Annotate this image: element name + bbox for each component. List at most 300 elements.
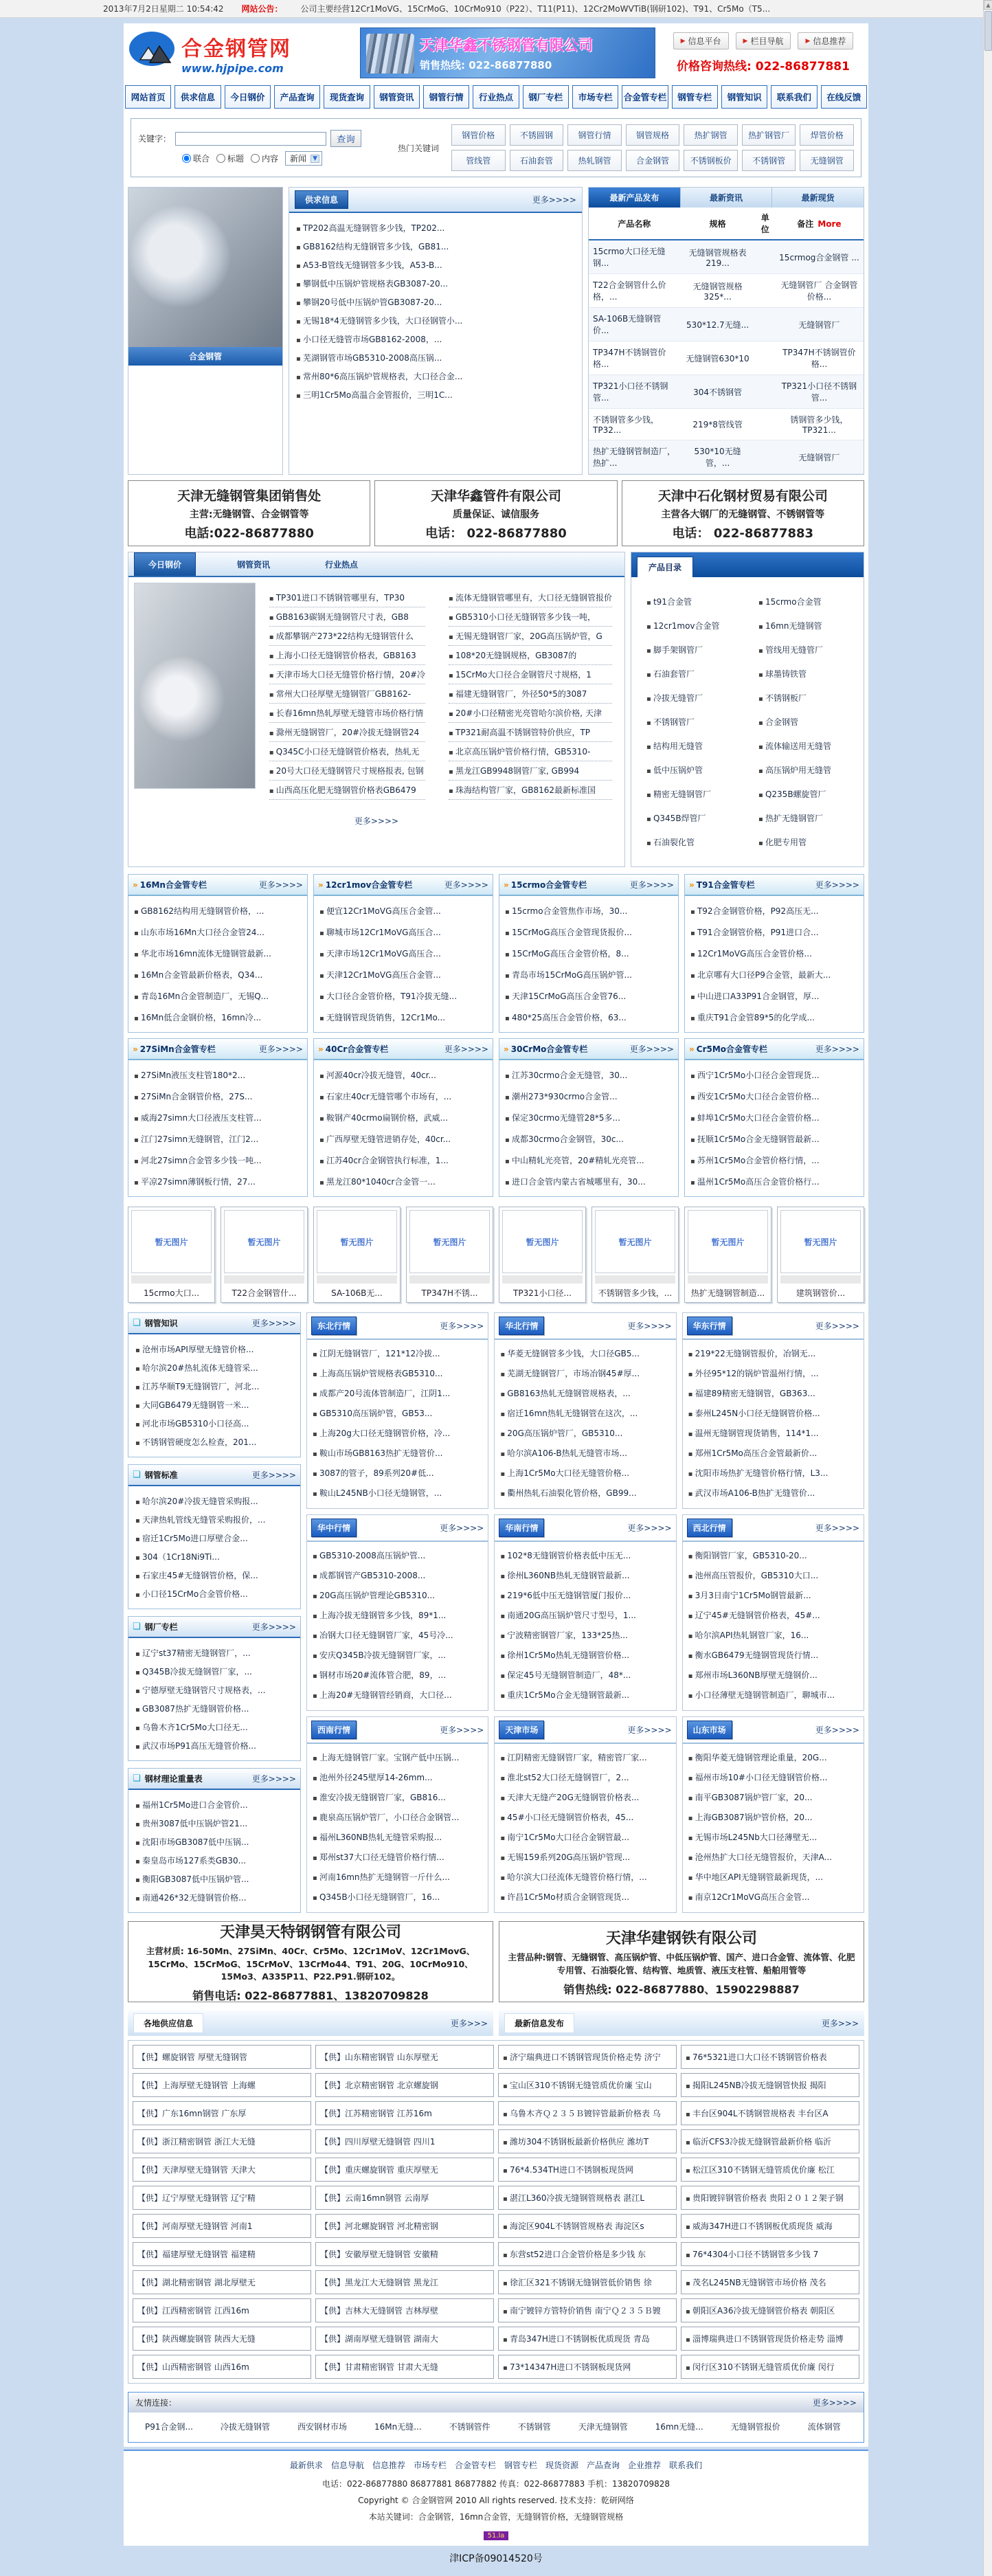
info-item[interactable]: ▪ 淄博瑞典进口不锈钢管现货价格走势 淄博 [681, 2327, 859, 2351]
catalog-item[interactable]: ▪ 精密无缝钢管厂 [642, 782, 741, 806]
list-item[interactable]: ▪ 天津市场12Cr1MoVG高压合... [319, 943, 487, 964]
list-item[interactable]: ▪ 郑州st37大口径无缝管价格行情... [313, 1847, 482, 1867]
quick-button[interactable]: ▶ 栏目导航 [736, 32, 791, 49]
supply-demand-tab[interactable]: 供求信息 [295, 190, 348, 209]
list-item[interactable]: ▪ 20号大口径无缝钢管尺寸规格报表, 包钢 [269, 761, 425, 781]
more-link[interactable]: 更多>>>> [251, 1319, 296, 1328]
pipe-photo[interactable] [134, 583, 256, 789]
list-item[interactable]: ▪ 徐州1Cr5Mo热轧无缝钢管价格... [500, 1645, 670, 1665]
region-tab[interactable]: 天津市场 [499, 1721, 544, 1739]
footer-nav-link[interactable]: 最新供求 [289, 2461, 323, 2470]
supply-item[interactable]: 【供】江苏精密钢管 江苏16m [315, 2101, 494, 2125]
info-item[interactable]: ▪ 闵行区310不锈钢无缝管质优价廉 闵行 [681, 2355, 859, 2379]
list-item[interactable]: ▪ 上海20#无缝钢管经销商，大口径... [313, 1685, 482, 1705]
list-item[interactable]: ▪ 贵州3087低中压锅炉管21... [135, 1814, 293, 1833]
header-ad-banner[interactable] [360, 27, 655, 78]
region-tab[interactable]: 华东行情 [687, 1317, 732, 1335]
list-item[interactable]: ▪ 南京12Cr1MoVG高压合金管... [688, 1887, 858, 1907]
list-item[interactable]: ▪ 南通426*32无缝钢管价格... [135, 1888, 293, 1907]
list-item[interactable]: ▪ TP321耐高温不锈钢管特价供应，TP [449, 723, 612, 742]
category-select[interactable]: 新闻 ▼ [285, 151, 322, 166]
info-item[interactable]: ▪ 73*14347H进口不锈钢板现货网 [498, 2355, 677, 2379]
list-item[interactable]: ▪ 进口合金管内蒙古省城哪里有，30... [505, 1171, 673, 1192]
search-input[interactable] [175, 132, 326, 146]
catalog-item[interactable]: ▪ 高压锅炉用无缝管 [754, 758, 853, 782]
list-item[interactable]: ▪ 大口径合金管价格，T91冷拔无缝... [319, 985, 487, 1007]
list-item[interactable]: ▪ 江苏华顺T9无缝钢管厂，河北... [135, 1377, 293, 1396]
list-item[interactable]: ▪ 抚顺1Cr5Mo合金无缝钢管最新... [690, 1128, 858, 1150]
info-item[interactable]: ▪ 东营st52进口合金管价格是多少钱 东 [498, 2242, 677, 2266]
list-item[interactable]: ▪ GB5310小口径无缝钢管多少钱一吨， [449, 607, 612, 627]
list-item[interactable]: ▪ 成都30crmo合金钢管，30c... [505, 1128, 673, 1150]
table-row[interactable]: 15crmo大口径无缝钢... 无缝钢管规格表219... 15crmog合金钢管 ... [589, 240, 864, 274]
list-item[interactable]: ▪ 石家庄40cr无缝管哪个市场有，... [319, 1086, 487, 1107]
supply-item[interactable]: 【供】江西精密钢管 江西16m [133, 2298, 311, 2322]
supply-item[interactable]: 【供】云南16mn钢管 云南厚 [315, 2186, 494, 2210]
radio-union-input[interactable] [182, 154, 191, 163]
hot-keyword[interactable]: 不锈钢板价 [684, 150, 738, 171]
list-item[interactable]: ▪ 15CrMoG高压合金管价格，8... [505, 943, 673, 964]
list-item[interactable]: ▪ 华中地区API无缝钢管最新现货，... [688, 1867, 858, 1887]
list-item[interactable]: ▪ 保定45号无缝钢管制造厂，48*... [500, 1665, 670, 1685]
list-item[interactable]: ▪ 苏州1Cr5Mo合金管价格行情，... [690, 1150, 858, 1171]
list-item[interactable]: ▪ 16Mn低合金钢价格，16mn冷... [134, 1007, 302, 1028]
hot-keyword[interactable]: 焊管价格 [800, 124, 854, 146]
more-link[interactable]: 更多>>> [450, 2019, 488, 2028]
footer-nav-link[interactable]: 合金管专栏 [454, 2461, 496, 2470]
list-item[interactable]: ▪ 108*20无缝钢规格，GB3087的 [449, 646, 612, 665]
list-item[interactable]: ▪ 辽宁45#无缝钢管价格表，45#... [688, 1605, 858, 1625]
catalog-item[interactable]: ▪ 石油套管厂 [642, 662, 741, 686]
list-item[interactable]: ▪ 15CrMoG高压合金管现货报价... [505, 921, 673, 943]
list-item[interactable]: ▪ 衡水GB6479无缝钢管现货行情... [688, 1645, 858, 1665]
list-item[interactable]: ▪ 沧州市场API厚壁无缝管价格... [135, 1340, 293, 1358]
supply-item[interactable]: 【供】河南厚壁无缝钢管 河南1 [133, 2214, 311, 2238]
gallery-card[interactable] [684, 1207, 771, 1303]
catalog-item[interactable]: ▪ 脚手架钢管厂 [642, 638, 741, 662]
list-item[interactable]: ▪ 小口径无缝管市场GB8162-2008，... [296, 330, 575, 348]
list-item[interactable]: ▪ 鹿泉高压锅炉管厂，小口径合金钢管... [313, 1807, 482, 1827]
list-item[interactable]: ▪ 青岛16Mn合金管制造厂，无锡Q... [134, 985, 302, 1007]
radio-title[interactable]: 标题 [216, 153, 244, 164]
list-item[interactable]: ▪ 秦皇岛市场127系类GB30... [135, 1851, 293, 1870]
supply-item[interactable]: 【供】北京精密钢管 北京螺旋钢 [315, 2073, 494, 2097]
region-tab[interactable]: 东北行情 [311, 1317, 357, 1335]
list-item[interactable]: ▪ 上海无缝钢管厂家。宝钢产低中压锅... [313, 1747, 482, 1767]
info-item[interactable]: ▪ 徐汇区321不锈钢无缝钢管低价销售 徐 [498, 2270, 677, 2294]
footer-nav-link[interactable]: 信息导航 [330, 2461, 364, 2470]
list-item[interactable]: ▪ 小口径15CrMo合金管价格... [135, 1584, 293, 1603]
list-item[interactable]: ▪ 江门27simn无缝钢管，江门2... [134, 1128, 302, 1150]
gallery-card[interactable] [221, 1207, 308, 1303]
list-item[interactable]: ▪ 重庆1Cr5Mo合金无缝钢管最新... [500, 1685, 670, 1705]
list-item[interactable]: ▪ T91合金钢管价格，P91进口合... [690, 921, 858, 943]
list-item[interactable]: ▪ 温州无缝钢管现货销售，114*1... [688, 1423, 858, 1443]
friend-link[interactable]: 16Mn无缝... [374, 2422, 422, 2432]
nav-item[interactable]: 供求信息 [174, 85, 221, 109]
supply-item[interactable]: 【供】安徽厚壁无缝钢管 安徽精 [315, 2242, 494, 2266]
gallery-card[interactable] [777, 1207, 864, 1303]
ad-banner[interactable]: 天津中石化钢材贸易有限公司 主营各大钢厂的无缝钢管、不锈钢管等 电话： 022-86877883 [622, 480, 864, 546]
list-item[interactable]: ▪ 三明1Cr5Mo高温合金管报价，三明1C... [296, 385, 575, 404]
supply-item[interactable]: 【供】黑龙江大无缝钢管 黑龙江 [315, 2270, 494, 2294]
list-item[interactable]: ▪ 哈尔滨API热轧钢管厂家，16... [688, 1625, 858, 1645]
list-item[interactable]: ▪ 219*6低中压无缝钢管厦门报价... [500, 1585, 670, 1605]
ad-banner[interactable]: 天津华建钢铁有限公司 主营品种:钢管、无缝钢管、高压锅炉管、中低压锅炉管、国产、进口合金管、流体管、化肥专用管、石油裂化管、结构管、地质管、液压支柱管、船舶用管等 销售热线: 022-86877880、15902298887 [499, 1921, 864, 2002]
info-item[interactable]: ▪ 海淀区904L不锈钢管规格表 海淀区s [498, 2214, 677, 2238]
friend-link[interactable]: 流体钢管 [807, 2422, 841, 2432]
list-item[interactable]: ▪ 沈阳市场GB3087低中压锅... [135, 1833, 293, 1851]
more-link[interactable]: 更多>>>> [258, 880, 303, 890]
list-item[interactable]: ▪ 山东市场16Mn大口径合金管24... [134, 921, 302, 943]
nav-item[interactable]: 钢管专栏 [672, 85, 718, 109]
list-item[interactable]: ▪ 3087的管子，89系列20#低... [313, 1463, 482, 1483]
list-item[interactable]: ▪ 蚌埠1Cr5Mo大口径合金管价格... [690, 1107, 858, 1128]
catalog-item[interactable]: ▪ 12cr1mov合金管 [642, 614, 741, 638]
list-item[interactable]: ▪ 河源40cr冷拔无缝管，40cr... [319, 1064, 487, 1086]
catalog-item[interactable]: ▪ 化肥专用管 [754, 830, 853, 854]
hot-keyword[interactable]: 钢管规格 [626, 124, 680, 146]
gallery-card[interactable] [313, 1207, 401, 1303]
supply-item[interactable]: 【供】湖北精密钢管 湖北厚壁无 [133, 2270, 311, 2294]
list-item[interactable]: ▪ 衡阳GB3087低中压锅炉管... [135, 1870, 293, 1888]
catalog-item[interactable]: ▪ Q235B螺旋管厂 [754, 782, 853, 806]
catalog-item[interactable]: ▪ Q345B焊管厂 [642, 806, 741, 830]
list-item[interactable]: ▪ 重庆T91合金管89*5的化学成... [690, 1007, 858, 1028]
supply-item[interactable]: 【供】河北螺旋钢管 河北精密钢 [315, 2214, 494, 2238]
list-item[interactable]: ▪ 武汉市场A106-B热扩无缝管价... [688, 1483, 858, 1503]
catalog-item[interactable]: ▪ 低中压锅炉管 [642, 758, 741, 782]
list-item[interactable]: ▪ 徐州L360NB热轧无缝钢管最新... [500, 1565, 670, 1585]
browser-scrollbar[interactable] [983, 0, 992, 2576]
list-item[interactable]: ▪ 成都钢管产GB5310-2008... [313, 1565, 482, 1585]
list-item[interactable]: ▪ 45#小口径无缝钢管价格表，45... [500, 1807, 670, 1827]
list-item[interactable]: ▪ 20G高压锅炉管理论GB5310... [313, 1585, 482, 1605]
supply-item[interactable]: 【供】山东精密钢管 山东厚壁无 [315, 2045, 494, 2069]
nav-item[interactable]: 市场专栏 [572, 85, 618, 109]
stats-badge[interactable]: 51.la [484, 2531, 509, 2540]
nav-item[interactable]: 产品查询 [274, 85, 320, 109]
more-link[interactable]: 更多>>>> [440, 1725, 484, 1735]
hot-keyword[interactable]: 管线管 [451, 150, 506, 171]
list-item[interactable]: ▪ 上海冷拔无缝钢管多少钱，89*1... [313, 1605, 482, 1625]
hot-keyword[interactable]: 石油套管 [510, 150, 564, 171]
nav-item[interactable]: 钢管资讯 [374, 85, 420, 109]
region-tab[interactable]: 山东市场 [687, 1721, 732, 1739]
info-item[interactable]: ▪ 湛江L360冷拔无缝钢管规格表 湛江L [498, 2186, 677, 2210]
list-item[interactable]: ▪ 小口径薄壁无缝钢管制造厂，聊城市... [688, 1685, 858, 1705]
list-item[interactable]: ▪ 北京哪有大口径P9合金管，最新大... [690, 964, 858, 985]
nav-item[interactable]: 联系我们 [771, 85, 817, 109]
list-item[interactable]: ▪ 鞍山L245NB小口径无缝钢管，... [313, 1483, 482, 1503]
list-item[interactable]: ▪ 鞍钢产40crmo扁钢价格，武威... [319, 1107, 487, 1128]
table-row[interactable]: TP347H不锈钢管价格... 无缝钢管630*10 TP347H不锈钢管价格... [589, 341, 864, 375]
list-item[interactable]: ▪ 福建89精密无缝钢管，GB363... [688, 1383, 858, 1403]
hot-keyword[interactable]: 热扩钢管厂 [742, 124, 796, 146]
list-item[interactable]: ▪ 成都产20号流体管制造厂，江阴1... [313, 1383, 482, 1403]
list-item[interactable]: ▪ 宿迁16mn热轧无缝钢管在这次，... [500, 1403, 670, 1423]
list-item[interactable]: ▪ 福建无缝钢管厂，外径50*5的3087 [449, 684, 612, 704]
info-item[interactable]: ▪ 松江区310不锈钢无缝管质优价廉 松江 [681, 2158, 859, 2182]
gallery-card[interactable] [128, 1207, 215, 1303]
info-item[interactable]: ▪ 青岛347H进口不锈钢板优质现货 青岛 [498, 2327, 677, 2351]
list-item[interactable]: ▪ 芜湖无缝钢管厂，市场冶钢45#厚... [500, 1363, 670, 1383]
list-item[interactable]: ▪ 石家庄45#无缝钢管价格，保... [135, 1566, 293, 1584]
catalog-item[interactable]: ▪ 管线用无缝管厂 [754, 638, 853, 662]
list-item[interactable]: ▪ 上海高压锅炉管规格表GB5310... [313, 1363, 482, 1383]
info-item[interactable]: ▪ 丰台区904L不锈钢管规格表 丰台区A [681, 2101, 859, 2125]
list-item[interactable]: ▪ 辽宁st37精密无缝钢管厂，... [135, 1644, 293, 1662]
gallery-card[interactable] [499, 1207, 586, 1303]
hot-keyword[interactable]: 无缝钢管 [800, 150, 854, 171]
info-item[interactable]: ▪ 宝山区310不锈钢无缝管质优价廉 宝山 [498, 2073, 677, 2097]
supply-item[interactable]: 【供】浙江精密钢管 浙江大无缝 [133, 2129, 311, 2153]
list-item[interactable]: ▪ TP301进口不锈钢管哪里有，TP30 [269, 588, 425, 607]
list-item[interactable]: ▪ 河北27simn合金管多少钱一吨... [134, 1150, 302, 1171]
quick-button[interactable]: ▶ 信息推荐 [798, 32, 853, 49]
catalog-item[interactable]: ▪ 不锈钢板厂 [754, 686, 853, 710]
list-item[interactable]: ▪ 常州80*6高压锅炉管规格表，大口径合金... [296, 367, 575, 385]
list-item[interactable]: ▪ 南宁1Cr5Mo大口径合金钢管最... [500, 1827, 670, 1847]
info-item[interactable]: ▪ 76*5321进口大口径不锈钢管价格表 [681, 2045, 859, 2069]
list-item[interactable]: ▪ 衡阳钢管厂家，GB5310-20... [688, 1545, 858, 1565]
more-link[interactable]: 更多>>>> [815, 1725, 859, 1735]
more-link[interactable]: More [818, 219, 842, 229]
more-link[interactable]: 更多>>>> [627, 1725, 672, 1735]
hot-keyword[interactable]: 热扩钢管 [684, 124, 738, 146]
list-item[interactable]: ▪ 中山进口A33P91合金钢管，厚... [690, 985, 858, 1007]
list-item[interactable]: ▪ 乌鲁木齐1Cr5Mo大口径无... [135, 1718, 293, 1736]
quick-button[interactable]: ▶ 信息平台 [673, 32, 729, 49]
footer-nav-link[interactable]: 产品查询 [587, 2461, 620, 2470]
more-link[interactable]: 更多>>>> [440, 1321, 484, 1331]
list-item[interactable]: ▪ 黑龙江80*1040cr合金管一... [319, 1171, 487, 1192]
nav-item[interactable]: 在线反馈 [821, 85, 867, 109]
list-item[interactable]: ▪ 上海1Cr5Mo大口径无缝管价格... [500, 1463, 670, 1483]
ad-banner[interactable]: 天津无缝钢管集团销售处 主营:无缝钢管、合金钢管等 电話:022-86877880 [128, 480, 370, 546]
more-link[interactable]: 更多>>>> [354, 816, 399, 826]
list-item[interactable]: ▪ 西安1Cr5Mo大口径合金管价格... [690, 1086, 858, 1107]
footer-nav-link[interactable]: 现货资源 [545, 2461, 579, 2470]
hot-keyword[interactable]: 合金钢管 [626, 150, 680, 171]
list-item[interactable]: ▪ 天津热轧管线无缝管采购报价，... [135, 1510, 293, 1529]
supply-item[interactable]: 【供】陕西螺旋钢管 陕西大无缝 [133, 2327, 311, 2351]
supply-item[interactable]: 【供】辽宁厚壁无缝钢管 辽宁精 [133, 2186, 311, 2210]
region-tab[interactable]: 西南行情 [311, 1721, 357, 1739]
list-item[interactable]: ▪ 20#小口径精密光亮管哈尔滨价格, 天津 [449, 704, 612, 723]
friend-link[interactable]: 天津无缝钢管 [578, 2422, 628, 2432]
list-item[interactable]: ▪ 480*25高压合金管价格，63... [505, 1007, 673, 1028]
catalog-item[interactable]: ▪ 结构用无缝管 [642, 734, 741, 758]
list-item[interactable]: ▪ GB8162结构无缝钢管多少钱，GB81... [296, 237, 575, 256]
query-button[interactable]: 查询 [330, 130, 361, 147]
list-item[interactable]: ▪ 上海20g大口径无缝钢管价格，冷... [313, 1423, 482, 1443]
footer-nav-link[interactable]: 市场专栏 [413, 2461, 447, 2470]
catalog-item[interactable]: ▪ t91合金管 [642, 590, 741, 614]
friend-link[interactable]: 不锈钢管件 [449, 2422, 491, 2432]
tab-today-price[interactable]: 今日钢价 [134, 552, 196, 576]
list-item[interactable]: ▪ 不锈钢管硬度怎么检查，201... [135, 1433, 293, 1451]
list-item[interactable]: ▪ 保定30crmo无缝管28*5多... [505, 1107, 673, 1128]
list-item[interactable]: ▪ Q345B冷拔无缝钢管厂家，... [135, 1662, 293, 1681]
more-link[interactable]: 更多>>>> [251, 1470, 296, 1480]
info-item[interactable]: ▪ 威海347H进口不锈钢板优质现货 威海 [681, 2214, 859, 2238]
region-tab[interactable]: 西北行情 [687, 1519, 732, 1537]
catalog-item[interactable]: ▪ 球墨铸铁管 [754, 662, 853, 686]
list-item[interactable]: ▪ 郑州市场L360NB厚壁无缝钢价... [688, 1665, 858, 1685]
list-item[interactable]: ▪ 无缝钢管现货销售，12Cr1Mo... [319, 1007, 487, 1028]
info-item[interactable]: ▪ 潍坊304不锈钢板最新价格供应 潍坊T [498, 2129, 677, 2153]
tab-latest-news[interactable]: 最新资讯 [680, 188, 772, 208]
list-item[interactable]: ▪ 山西高压化肥无缝钢管价格表GB6479 [269, 781, 425, 800]
list-item[interactable]: ▪ 102*8无缝钢管价格表低中压无... [500, 1545, 670, 1565]
list-item[interactable]: ▪ 河南16mn热扩无缝钢管一斤什么... [313, 1867, 482, 1887]
info-item[interactable]: ▪ 76*4.534TH进口不锈钢板现货网 [498, 2158, 677, 2182]
list-item[interactable]: ▪ 哈尔滨20#热轧流体无缝管采... [135, 1358, 293, 1377]
list-item[interactable]: ▪ 广西厚壁无缝管进销存处，40cr... [319, 1128, 487, 1150]
region-tab[interactable]: 华南行情 [499, 1519, 544, 1537]
tab-latest-stock[interactable]: 最新现货 [771, 188, 864, 208]
list-item[interactable]: ▪ 宁德厚壁无缝钢管尺寸规格表，... [135, 1681, 293, 1699]
list-item[interactable]: ▪ GB5310-2008高压锅炉管... [313, 1545, 482, 1565]
supply-item[interactable]: 【供】甘肃精密钢管 甘肃大无缝 [315, 2355, 494, 2379]
tab-pipe-news[interactable]: 钢管资讯 [237, 560, 271, 570]
footer-nav-link[interactable]: 联系我们 [669, 2461, 703, 2470]
more-link[interactable]: 更多>>> [821, 2019, 859, 2028]
list-item[interactable]: ▪ 天津市场大口径无缝管价格行情，20#冷 [269, 665, 425, 684]
list-item[interactable]: ▪ 江苏30crmo合金无缝管，30... [505, 1064, 673, 1086]
list-item[interactable]: ▪ 江阴无缝钢管厂，121*12冷拔... [313, 1343, 482, 1363]
radio-title-input[interactable] [216, 154, 225, 163]
list-item[interactable]: ▪ 江阴精密无缝钢管厂家，精密管厂家... [500, 1747, 670, 1767]
list-item[interactable]: ▪ 无锡18*4无缝钢管多少钱，大口径钢管小... [296, 311, 575, 330]
list-item[interactable]: ▪ A53-B管线无缝钢管多少钱，A53-B... [296, 256, 575, 274]
list-item[interactable]: ▪ 福州市场10#小口径无缝钢管价格... [688, 1767, 858, 1787]
supply-item[interactable]: 【供】山西精密钢管 山西16m [133, 2355, 311, 2379]
list-item[interactable]: ▪ 钢材市场20#流体管合肥，89，... [313, 1665, 482, 1685]
list-item[interactable]: ▪ 平凉27simn薄钢板行情，27... [134, 1171, 302, 1192]
list-item[interactable]: ▪ 福州L360NB热轧无缝管采购报... [313, 1827, 482, 1847]
scrollbar-up-icon[interactable]: ▲ [984, 0, 992, 10]
list-item[interactable]: ▪ 衢州热轧石油裂化管价格，GB99... [500, 1483, 670, 1503]
info-item[interactable]: ▪ 76*4304小口径不锈钢管多少钱 7 [681, 2242, 859, 2266]
more-link[interactable]: 更多>>>> [629, 1044, 674, 1054]
catalog-item[interactable]: ▪ 不锈钢管厂 [642, 710, 741, 734]
list-item[interactable]: ▪ 16Mn合金管最新价格表，Q34... [134, 964, 302, 985]
table-row[interactable]: 不锈钢管多少钱，TP32... 219*8管线管 锈钢管多少钱，TP321... [589, 409, 864, 440]
catalog-item[interactable]: ▪ 冷拔无缝管厂 [642, 686, 741, 710]
hot-keyword[interactable]: 热轧钢管 [567, 150, 622, 171]
catalog-item[interactable]: ▪ 热扩无缝钢管厂 [754, 806, 853, 830]
list-item[interactable]: ▪ GB8163碳钢无缝钢管尺寸表，GB8 [269, 607, 425, 627]
list-item[interactable]: ▪ 15crmo合金管焦作市场，30... [505, 900, 673, 921]
catalog-item[interactable]: ▪ 石油裂化管 [642, 830, 741, 854]
list-item[interactable]: ▪ 27SiMn液压支柱管180*2... [134, 1064, 302, 1086]
catalog-title-tab[interactable]: 产品目录 [637, 557, 693, 577]
list-item[interactable]: ▪ T92合金钢管价格，P92高压无... [690, 900, 858, 921]
list-item[interactable]: ▪ GB8163热轧无缝钢管规格表，... [500, 1383, 670, 1403]
friend-link[interactable]: 不锈钢管 [517, 2422, 551, 2432]
list-item[interactable]: ▪ GB8162结构用无缝钢管价格，... [134, 900, 302, 921]
nav-item[interactable]: 行业热点 [473, 85, 519, 109]
list-item[interactable]: ▪ 上海小口径无缝钢管价格表，GB8163 [269, 646, 425, 665]
friend-link[interactable]: 西安钢材市场 [297, 2422, 347, 2432]
info-item[interactable]: ▪ 济宁瑞典进口不锈钢管现货价格走势 济宁 [498, 2045, 677, 2069]
list-item[interactable]: ▪ 河北市场GB5310小口径高... [135, 1414, 293, 1433]
list-item[interactable]: ▪ 哈尔滨大口径流体无缝管价格行情，... [500, 1867, 670, 1887]
list-item[interactable]: ▪ 中山精轧光亮管，20#精轧光亮管... [505, 1150, 673, 1171]
hot-keyword[interactable]: 不锈圆钢 [510, 124, 564, 146]
list-item[interactable]: ▪ 珠海结构管厂家，GB8162最新标准国 [449, 781, 612, 800]
gallery-card[interactable] [591, 1207, 679, 1303]
site-logo[interactable] [128, 31, 353, 76]
list-item[interactable]: ▪ GB3087热扩无缝钢管价格... [135, 1699, 293, 1718]
list-item[interactable]: ▪ 3月3日南宁1Cr5Mo钢管最新... [688, 1585, 858, 1605]
nav-item[interactable]: 钢管行情 [423, 85, 469, 109]
list-item[interactable]: ▪ 便宜12Cr1MoVG高压合金管... [319, 900, 487, 921]
supply-item[interactable]: 【供】吉林大无缝钢管 吉林厚壁 [315, 2298, 494, 2322]
supply-item[interactable]: 【供】广东16mn钢管 广东厚 [133, 2101, 311, 2125]
more-link[interactable]: 更多>>>> [258, 1044, 303, 1054]
list-item[interactable]: ▪ 304（1Cr18Ni9Ti... [135, 1547, 293, 1566]
friend-link[interactable]: 冷拔无缝钢管 [220, 2422, 270, 2432]
ad-banner[interactable]: 天津华鑫管件有限公司 质量保证、诚信服务 电话： 022-86877880 [374, 480, 617, 546]
list-item[interactable]: ▪ 武汉市场P91高压无缝管价格... [135, 1736, 293, 1755]
list-item[interactable]: ▪ 池州高压管报价，GB5310大口... [688, 1565, 858, 1585]
list-item[interactable]: ▪ 威海27simn大口径液压支柱管... [134, 1107, 302, 1128]
more-link[interactable]: 更多>>>> [627, 1523, 672, 1533]
list-item[interactable]: ▪ 沧州热扩大口径无缝管报价，天津A... [688, 1847, 858, 1867]
supply-item[interactable]: 【供】天津厚壁无缝钢管 天津大 [133, 2158, 311, 2182]
nav-item[interactable]: 钢管知识 [721, 85, 767, 109]
more-link[interactable]: 更多>>>> [627, 1321, 672, 1331]
list-item[interactable]: ▪ 攀钢低中压锅炉管规格表GB3087-20... [296, 274, 575, 293]
radio-union[interactable]: 联合 [182, 153, 210, 164]
list-item[interactable]: ▪ 大同GB6479无缝钢管一米... [135, 1396, 293, 1414]
list-item[interactable]: ▪ 12Cr1MoVG高压合金管价格... [690, 943, 858, 964]
gallery-card[interactable] [406, 1207, 493, 1303]
table-row[interactable]: SA-106B无缝钢管价... 530*12.7无缝... 无缝钢管厂 [589, 308, 864, 341]
list-item[interactable]: ▪ 黑龙江GB9948钢管厂家, GB994 [449, 761, 612, 781]
list-item[interactable]: ▪ 衡阳华菱无缝钢管理论重量，20G... [688, 1747, 858, 1767]
info-item[interactable]: ▪ 揭阳L245NB冷拔无缝钢管快报 揭阳 [681, 2073, 859, 2097]
list-item[interactable]: ▪ 天津大无缝产20G无缝钢管价格表... [500, 1787, 670, 1807]
more-link[interactable]: 更多>>>> [815, 1044, 859, 1054]
catalog-item[interactable]: ▪ 15crmo合金管 [754, 590, 853, 614]
region-tab[interactable]: 华中行情 [311, 1519, 357, 1537]
list-item[interactable]: ▪ Q345C小口径无缝钢管价格表，热轧无 [269, 742, 425, 761]
more-link[interactable]: 更多>>>> [532, 195, 576, 205]
tab-latest-products[interactable]: 最新产品发布 [589, 188, 680, 208]
list-item[interactable]: ▪ 芜湖钢管市场GB5310-2008高压锅... [296, 348, 575, 367]
more-link[interactable]: 更多>>>> [444, 880, 488, 890]
footer-nav-link[interactable]: 信息推荐 [372, 2461, 405, 2470]
info-item[interactable]: ▪ 南宁镀锌方管特价销售 南宁Ｑ２３５Ｂ镀 [498, 2298, 677, 2322]
list-item[interactable]: ▪ 池州外径245壁厚14-26mm... [313, 1767, 482, 1787]
footer-nav-link[interactable]: 钢管专栏 [504, 2461, 538, 2470]
more-link[interactable]: 更多>>>> [444, 1044, 488, 1054]
list-item[interactable]: ▪ 郑州1Cr5Mo高压合金管最新价... [688, 1443, 858, 1463]
list-item[interactable]: ▪ 温州1Cr5Mo高压合金管价格行... [690, 1171, 858, 1192]
list-item[interactable]: ▪ 冶钢大口径无缝钢管厂家，45号冷... [313, 1625, 482, 1645]
info-item[interactable]: ▪ 贵阳镀锌钢管价格表 贵阳２０１２架子钢 [681, 2186, 859, 2210]
more-link[interactable]: 更多>>>> [815, 1523, 859, 1533]
friend-link[interactable]: 无缝钢管报价 [730, 2422, 780, 2432]
catalog-item[interactable]: ▪ 流体输送用无缝管 [754, 734, 853, 758]
supply-item[interactable]: 【供】福建厚壁无缝钢管 福建精 [133, 2242, 311, 2266]
list-item[interactable]: ▪ 沈阳市场热扩无缝管价格行情，L3... [688, 1463, 858, 1483]
more-link[interactable]: 更多>>>> [815, 880, 859, 890]
